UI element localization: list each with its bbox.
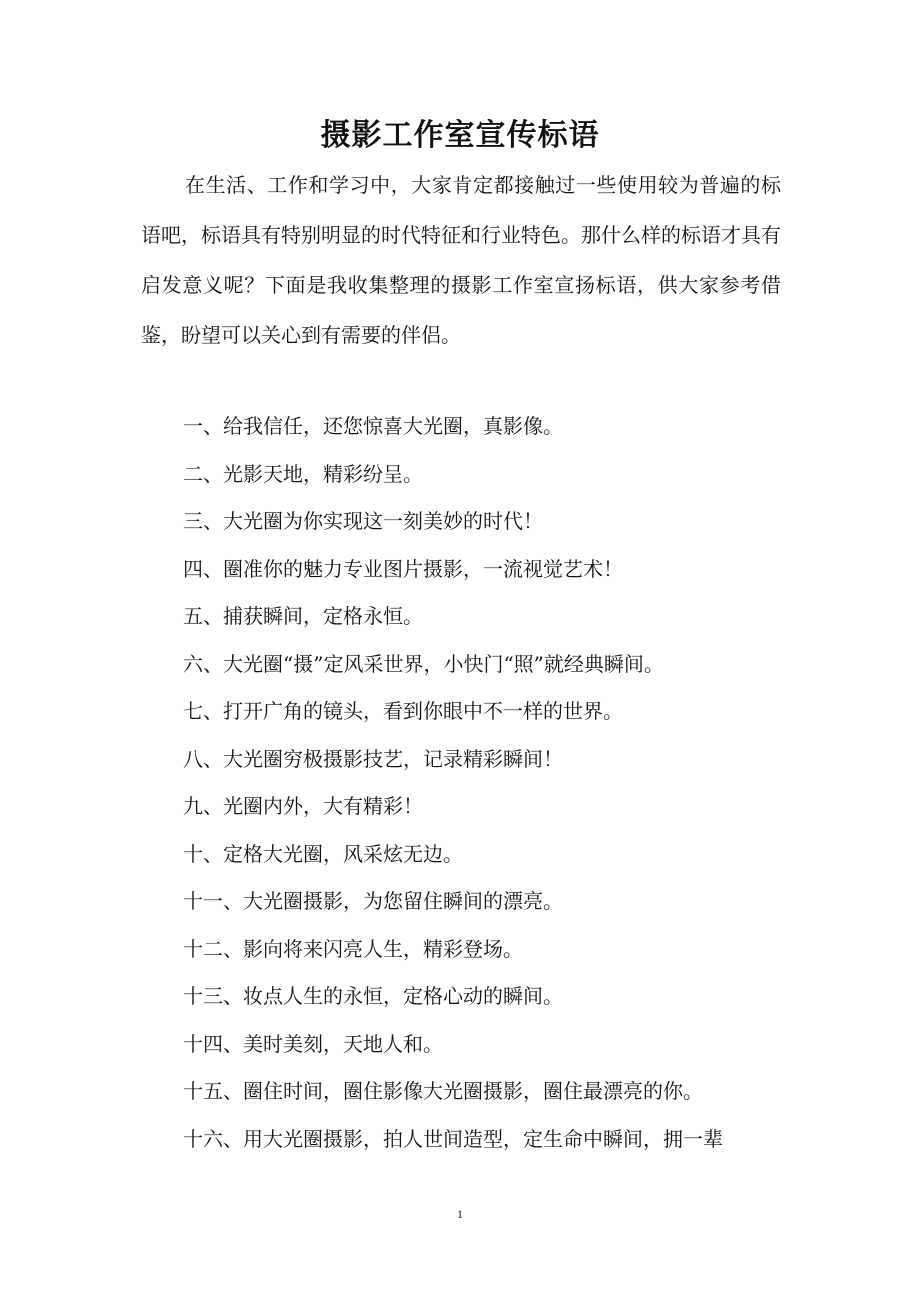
slogan-item: 十五、圈住时间，圈住影像大光圈摄影，圈住最漂亮的你。 [183, 1079, 703, 1103]
slogan-item: 十六、用大光圈摄影，拍人世间造型，定生命中瞬间，拥一辈 [183, 1126, 723, 1151]
intro-paragraph: 在生活、工作和学习中，大家肯定都接触过一些使用较为普遍的标语吧，标语具有特别明显的时代特征和行业特色。那什么样的标语才具有启发意义呢？下面是我收集整理的摄影工作室宣扬标语，供大家参考借鉴，盼望可以关心到有需要的伴侣。 [141, 173, 781, 347]
slogan-list [183, 403, 783, 1163]
slogan-item: 三、大光圈为你实现这一刻美妙的时代！ [183, 509, 543, 533]
slogan-item: 四、圈准你的魅力专业图片摄影，一流视觉艺术！ [183, 556, 623, 581]
slogan-item: 七、打开广角的镜头，看到你眼中不一样的世界。 [183, 699, 623, 723]
slogan-item: 十、定格大光圈，风采炫无边。 [183, 841, 463, 866]
document-title: 摄影工作室宣传标语 [320, 118, 600, 153]
slogan-item: 五、捕获瞬间，定格永恒。 [183, 604, 423, 628]
slogan-item: 十二、影向将来闪亮人生，精彩登场。 [183, 936, 523, 961]
slogan-item: 十三、妆点人生的永恒，定格心动的瞬间。 [183, 984, 563, 1008]
slogan-item: 十四、美时美刻，天地人和。 [183, 1031, 443, 1056]
slogan-item: 八、大光圈穷极摄影技艺，记录精彩瞬间！ [183, 746, 563, 771]
slogan-item: 九、光圈内外，大有精彩！ [183, 794, 423, 818]
page-number: 1 [457, 1207, 463, 1221]
slogan-item: 二、光影天地，精彩纷呈。 [183, 461, 423, 486]
slogan-item: 一、给我信任，还您惊喜大光圈，真影像。 [183, 414, 563, 438]
slogan-item: 六、大光圈“摄”定风采世界，小快门“照”就经典瞬间。 [183, 651, 664, 676]
slogan-item: 十一、大光圈摄影，为您留住瞬间的漂亮。 [183, 889, 563, 913]
